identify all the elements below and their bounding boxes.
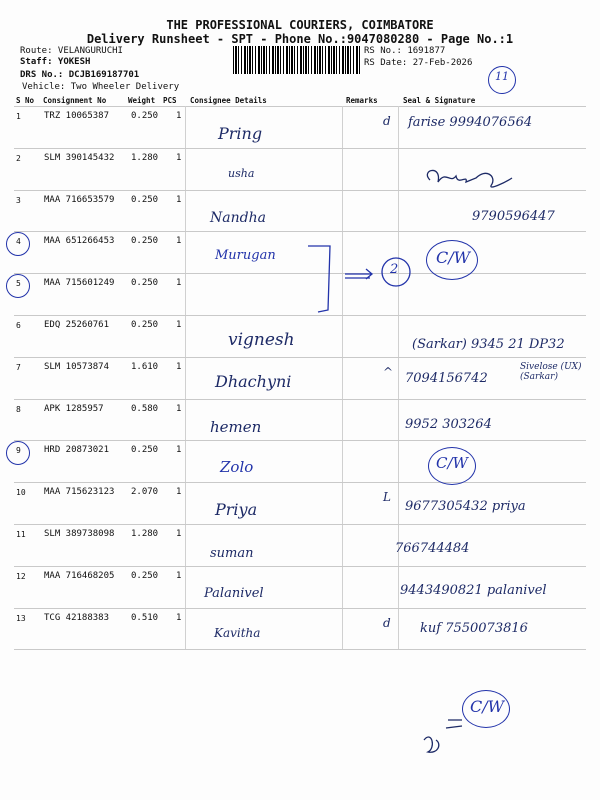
weight-value: 1.610 — [131, 361, 159, 372]
row-divider — [14, 148, 586, 149]
row-sno: 13 — [16, 613, 26, 623]
pcs-value: 1 — [176, 111, 182, 121]
grid-line — [185, 106, 186, 650]
col-consignment: Consignment No — [43, 96, 107, 105]
row-divider — [14, 566, 586, 567]
row-divider — [14, 524, 586, 525]
row-divider — [14, 482, 586, 483]
cw-stamp: C/W — [470, 697, 505, 716]
receiver-signature: 7094156742 — [405, 371, 488, 386]
row-sno: 4 — [16, 237, 21, 247]
handwritten-circle-number: 11 — [495, 70, 509, 83]
row-sno: 3 — [16, 195, 21, 205]
col-remarks: Remarks — [346, 96, 378, 105]
arrow-circle-number: 2 — [390, 262, 399, 277]
row-sno: 5 — [16, 279, 21, 289]
consignee-signature: suman — [210, 546, 254, 561]
cw-stamp: C/W — [436, 454, 468, 472]
col-seal: Seal & Signature — [403, 96, 476, 105]
page-title: THE PROFESSIONAL COURIERS, COIMBATORE — [166, 18, 434, 32]
row-divider — [14, 231, 586, 232]
weight-value: 0.510 — [131, 612, 159, 623]
pcs-value: 1 — [176, 612, 182, 623]
row-divider — [14, 357, 586, 358]
row-number-circle — [6, 232, 30, 256]
rs-number: RS No.: 1691877 — [364, 46, 446, 56]
extra-signature: Sivelose (UX) (Sarkar) — [520, 362, 582, 382]
consignee-signature: Priya — [215, 500, 258, 519]
row-divider — [14, 649, 586, 650]
consignment-number: MAA 651266453 — [44, 236, 115, 247]
consignment-number: SLM 390145432 — [44, 152, 115, 163]
weight-value: 0.250 — [131, 236, 159, 247]
page-subtitle: Delivery Runsheet - SPT - Phone No.:9047080280 - Page No.:1 — [86, 32, 514, 46]
consignment-number: MAA 716468205 — [44, 570, 115, 581]
scribble-icon — [418, 700, 468, 760]
weight-value: 0.250 — [131, 445, 159, 456]
row-sno: 7 — [16, 362, 21, 372]
row-sno: 9 — [16, 446, 21, 456]
consignee-signature: Pring — [218, 124, 263, 143]
consignment-number: TRZ 10065387 — [44, 111, 110, 121]
row-sno: 2 — [16, 153, 21, 163]
consignment-number: EDQ 25260761 — [44, 320, 110, 330]
consignee-signature: vignesh — [228, 330, 295, 350]
vehicle-label: Vehicle: Two Wheeler Delivery — [22, 82, 180, 92]
cw-stamp: C/W — [436, 248, 471, 267]
row-divider — [14, 608, 586, 609]
weight-value: 1.280 — [131, 152, 159, 163]
weight-value: 0.250 — [131, 111, 159, 121]
rs-date: RS Date: 27-Feb-2026 — [364, 58, 473, 68]
weight-value: 0.250 — [131, 278, 159, 289]
col-sno: S No — [16, 96, 35, 105]
weight-value: 0.250 — [131, 194, 159, 205]
row-sno: 10 — [16, 488, 26, 498]
barcode — [233, 46, 361, 74]
pcs-value: 1 — [176, 403, 182, 414]
header-rule — [14, 106, 586, 107]
pcs-value: 1 — [176, 570, 182, 581]
consignment-number: MAA 715601249 — [44, 278, 115, 289]
tick-mark: ^ — [383, 364, 394, 379]
consignee-signature: Zolo — [220, 458, 254, 476]
receiver-signature: 9790596447 — [472, 209, 555, 224]
weight-value: 0.250 — [131, 570, 159, 581]
pcs-value: 1 — [176, 320, 182, 330]
consignment-number: TCG 42188383 — [44, 612, 110, 623]
consignment-number: HRD 20873021 — [44, 445, 110, 456]
receiver-signature: kuf 7550073816 — [420, 621, 528, 636]
row-divider — [14, 440, 586, 441]
weight-value: 2.070 — [131, 487, 159, 498]
receiver-signature: 9677305432 priya — [405, 499, 526, 514]
consignment-number: MAA 716653579 — [44, 194, 115, 205]
pcs-value: 1 — [176, 361, 182, 372]
signature-scribble-icon — [416, 160, 516, 194]
consignment-number: APK 1285957 — [44, 403, 104, 414]
row-number-circle — [6, 441, 30, 465]
pcs-value: 1 — [176, 152, 182, 163]
staff-label: Staff: YOKESH — [20, 57, 91, 67]
consignee-signature: Nandha — [210, 210, 266, 226]
row-sno: 12 — [16, 571, 26, 581]
consignee-signature: Dhachyni — [215, 372, 292, 391]
row-divider — [14, 399, 586, 400]
receiver-signature: 9443490821 palanivel — [400, 583, 547, 598]
grid-line — [342, 106, 343, 650]
receiver-signature: (Sarkar) 9345 21 DP32 — [412, 337, 565, 352]
row-sno: 1 — [16, 112, 21, 121]
pcs-value: 1 — [176, 194, 182, 205]
receiver-signature: 9952 303264 — [405, 417, 492, 432]
consignment-number: MAA 715623123 — [44, 487, 115, 498]
pcs-value: 1 — [176, 278, 182, 289]
row-sno: 6 — [16, 321, 21, 330]
pcs-value: 1 — [176, 445, 182, 456]
drs-label: DRS No.: DCJB169187701 — [20, 70, 140, 80]
receiver-signature: 766744484 — [395, 541, 470, 556]
col-pcs: PCS — [163, 96, 177, 105]
weight-value: 0.250 — [131, 320, 159, 330]
consignment-number: SLM 389738098 — [44, 529, 115, 539]
weight-value: 0.580 — [131, 403, 159, 414]
consignee-signature: Palanivel — [204, 586, 264, 601]
pcs-value: 1 — [176, 487, 182, 498]
weight-value: 1.280 — [131, 529, 159, 539]
tick-mark: L — [383, 490, 391, 505]
row-sno: 8 — [16, 404, 21, 414]
pcs-value: 1 — [176, 236, 182, 247]
route-label: Route: VELANGURUCHI — [20, 46, 123, 56]
consignee-signature: hemen — [210, 418, 262, 436]
consignee-signature: Murugan — [215, 248, 276, 263]
tick-mark: d — [383, 114, 391, 128]
consignee-signature: Kavitha — [214, 626, 261, 640]
tick-mark: d — [383, 615, 391, 630]
row-number-circle — [6, 274, 30, 298]
bracket-arrow-icon — [300, 240, 420, 320]
grid-line — [398, 106, 399, 650]
row-sno: 11 — [16, 530, 26, 539]
consignee-signature: usha — [228, 167, 255, 180]
col-weight: Weight — [128, 96, 156, 105]
receiver-signature: farise 9994076564 — [408, 115, 533, 130]
pcs-value: 1 — [176, 529, 182, 539]
consignment-number: SLM 10573874 — [44, 361, 110, 372]
col-consignee: Consignee Details — [190, 96, 267, 105]
